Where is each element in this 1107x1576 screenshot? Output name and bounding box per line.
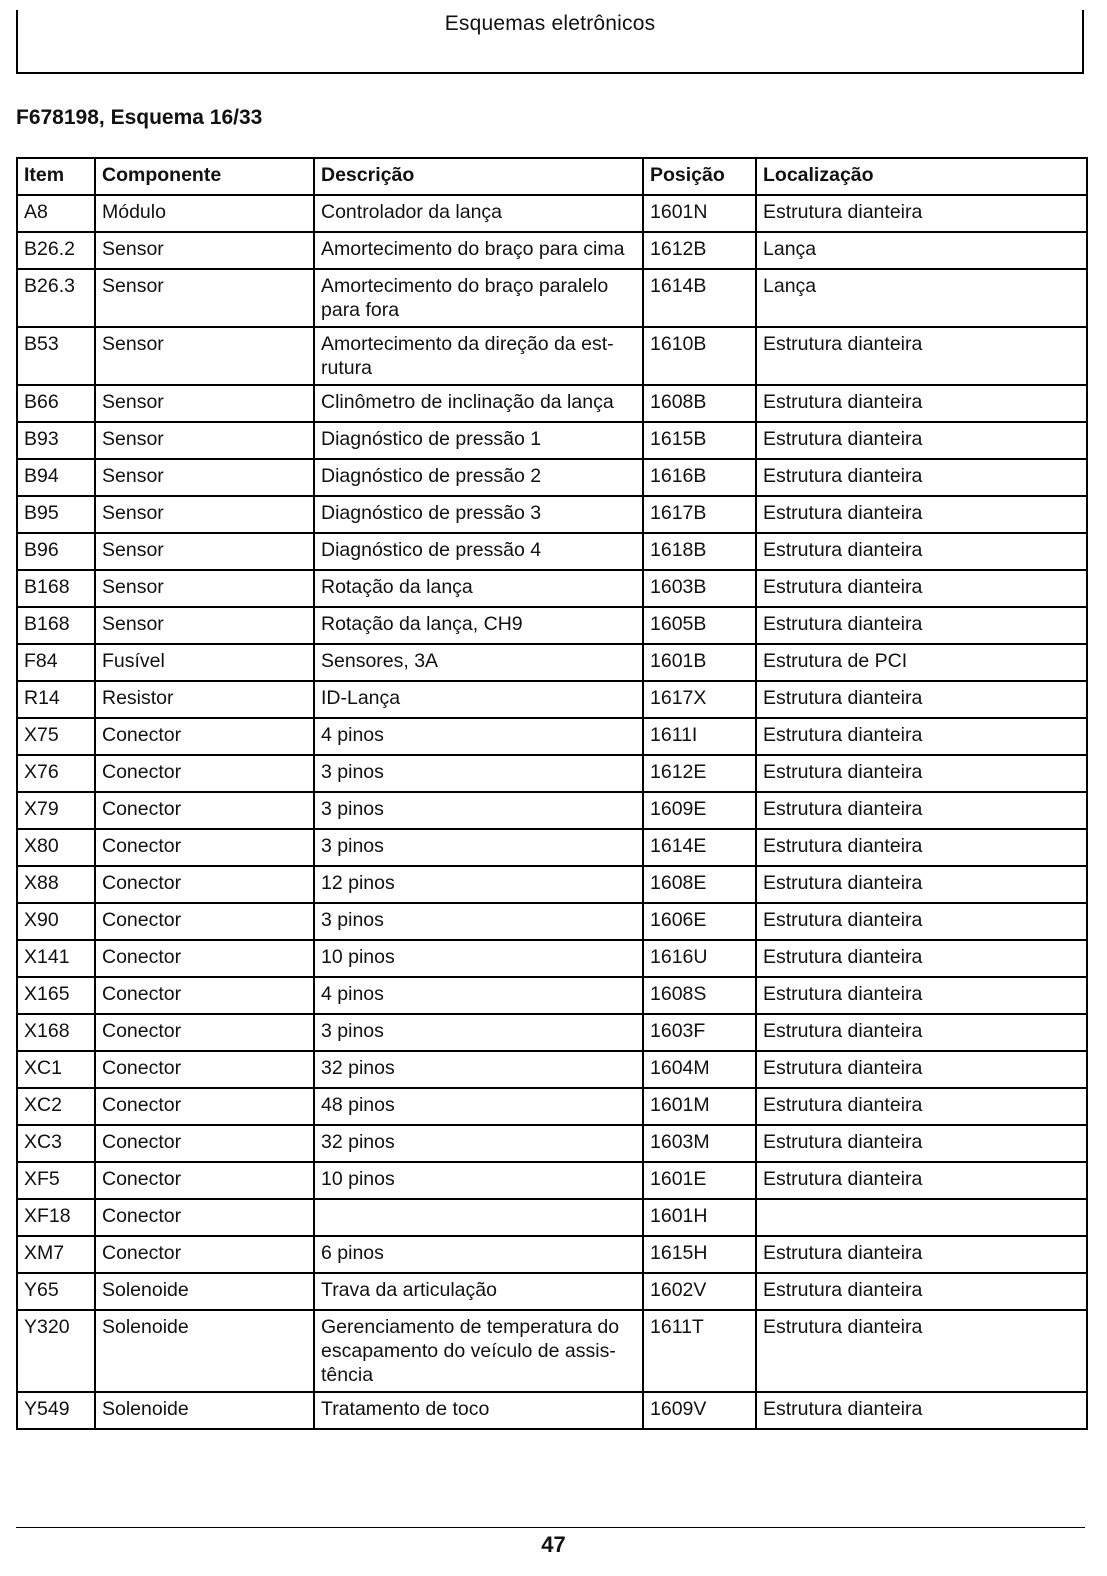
- cell-descricao: 3 pinos: [314, 829, 643, 866]
- cell-posicao: 1605B: [643, 607, 756, 644]
- cell-item: X75: [17, 718, 95, 755]
- cell-item: B95: [17, 496, 95, 533]
- table-row: [17, 1236, 1087, 1273]
- cell-localizacao: Estrutura dianteira: [756, 829, 1087, 866]
- cell-posicao: 1610B: [643, 327, 756, 385]
- cell-descricao: [314, 1199, 643, 1236]
- cell-descricao: 32 pinos: [314, 1125, 643, 1162]
- table-row: [17, 232, 1087, 269]
- cell-componente: Solenoide: [95, 1392, 314, 1429]
- table-row: [17, 533, 1087, 570]
- cell-descricao: Amortecimento da direção da est-rutura: [314, 327, 643, 385]
- cell-posicao: 1615H: [643, 1236, 756, 1273]
- header-title: Esquemas eletrônicos: [444, 12, 656, 35]
- cell-localizacao: Estrutura dianteira: [756, 496, 1087, 533]
- page-header: [16, 10, 1084, 74]
- cell-item: XF5: [17, 1162, 95, 1199]
- cell-descricao: 3 pinos: [314, 1014, 643, 1051]
- cell-componente: Conector: [95, 1014, 314, 1051]
- cell-posicao: 1602V: [643, 1273, 756, 1310]
- table-row: [17, 1051, 1087, 1088]
- cell-componente: Sensor: [95, 327, 314, 385]
- cell-item: B168: [17, 570, 95, 607]
- table-row: [17, 422, 1087, 459]
- cell-descricao: Gerenciamento de temperatura do escapamento do veículo de assis-tência: [314, 1310, 643, 1392]
- column-header-item: Item: [17, 158, 95, 195]
- table-row: [17, 755, 1087, 792]
- cell-posicao: 1609V: [643, 1392, 756, 1429]
- table-row: [17, 644, 1087, 681]
- cell-localizacao: Estrutura dianteira: [756, 607, 1087, 644]
- cell-descricao: Sensores, 3A: [314, 644, 643, 681]
- cell-componente: Fusível: [95, 644, 314, 681]
- cell-componente: Sensor: [95, 459, 314, 496]
- cell-item: B26.3: [17, 269, 95, 327]
- table-row: [17, 1162, 1087, 1199]
- cell-posicao: 1616B: [643, 459, 756, 496]
- cell-descricao: 3 pinos: [314, 903, 643, 940]
- cell-item: B168: [17, 607, 95, 644]
- cell-posicao: 1609E: [643, 792, 756, 829]
- table-row: [17, 718, 1087, 755]
- cell-descricao: 48 pinos: [314, 1088, 643, 1125]
- cell-item: X165: [17, 977, 95, 1014]
- cell-localizacao: Estrutura dianteira: [756, 1273, 1087, 1310]
- cell-posicao: 1612E: [643, 755, 756, 792]
- table-row: [17, 459, 1087, 496]
- cell-descricao: Trava da articulação: [314, 1273, 643, 1310]
- cell-posicao: 1601M: [643, 1088, 756, 1125]
- cell-posicao: 1612B: [643, 232, 756, 269]
- cell-componente: Conector: [95, 1199, 314, 1236]
- cell-localizacao: Estrutura dianteira: [756, 1236, 1087, 1273]
- cell-localizacao: Estrutura dianteira: [756, 195, 1087, 232]
- cell-item: X79: [17, 792, 95, 829]
- cell-descricao: 12 pinos: [314, 866, 643, 903]
- cell-localizacao: Estrutura dianteira: [756, 570, 1087, 607]
- cell-posicao: 1617X: [643, 681, 756, 718]
- cell-localizacao: Estrutura dianteira: [756, 1310, 1087, 1392]
- cell-descricao: Controlador da lança: [314, 195, 643, 232]
- cell-componente: Sensor: [95, 496, 314, 533]
- table-row: [17, 1125, 1087, 1162]
- page-number: 47: [541, 1532, 566, 1557]
- table-row: [17, 570, 1087, 607]
- cell-item: XC3: [17, 1125, 95, 1162]
- table-row: [17, 1014, 1087, 1051]
- cell-posicao: 1601E: [643, 1162, 756, 1199]
- cell-localizacao: Estrutura dianteira: [756, 1162, 1087, 1199]
- table-row: [17, 1199, 1087, 1236]
- cell-descricao: 3 pinos: [314, 792, 643, 829]
- table-row: [17, 1088, 1087, 1125]
- column-header-componente: Componente: [95, 158, 314, 195]
- cell-descricao: 10 pinos: [314, 940, 643, 977]
- cell-posicao: 1608E: [643, 866, 756, 903]
- cell-componente: Conector: [95, 755, 314, 792]
- cell-posicao: 1608B: [643, 385, 756, 422]
- cell-localizacao: Lança: [756, 269, 1087, 327]
- cell-localizacao: Estrutura dianteira: [756, 1014, 1087, 1051]
- cell-item: Y65: [17, 1273, 95, 1310]
- cell-descricao: 6 pinos: [314, 1236, 643, 1273]
- cell-item: A8: [17, 195, 95, 232]
- cell-posicao: 1616U: [643, 940, 756, 977]
- cell-posicao: 1608S: [643, 977, 756, 1014]
- cell-localizacao: Estrutura de PCI: [756, 644, 1087, 681]
- cell-item: R14: [17, 681, 95, 718]
- table-row: [17, 681, 1087, 718]
- cell-localizacao: Estrutura dianteira: [756, 1125, 1087, 1162]
- cell-componente: Conector: [95, 1125, 314, 1162]
- cell-item: X168: [17, 1014, 95, 1051]
- cell-item: X80: [17, 829, 95, 866]
- cell-componente: Sensor: [95, 269, 314, 327]
- cell-descricao: 4 pinos: [314, 977, 643, 1014]
- cell-localizacao: Estrutura dianteira: [756, 718, 1087, 755]
- cell-item: X88: [17, 866, 95, 903]
- cell-posicao: 1603B: [643, 570, 756, 607]
- cell-componente: Sensor: [95, 607, 314, 644]
- cell-item: XM7: [17, 1236, 95, 1273]
- table-row: [17, 866, 1087, 903]
- table-row: [17, 496, 1087, 533]
- cell-descricao: Rotação da lança, CH9: [314, 607, 643, 644]
- cell-posicao: 1611T: [643, 1310, 756, 1392]
- cell-localizacao: Estrutura dianteira: [756, 459, 1087, 496]
- cell-descricao: Diagnóstico de pressão 2: [314, 459, 643, 496]
- cell-componente: Solenoide: [95, 1310, 314, 1392]
- cell-localizacao: Estrutura dianteira: [756, 681, 1087, 718]
- cell-posicao: 1615B: [643, 422, 756, 459]
- cell-item: XC1: [17, 1051, 95, 1088]
- cell-localizacao: Estrutura dianteira: [756, 1051, 1087, 1088]
- cell-componente: Módulo: [95, 195, 314, 232]
- cell-componente: Conector: [95, 718, 314, 755]
- cell-descricao: Tratamento de toco: [314, 1392, 643, 1429]
- cell-componente: Sensor: [95, 385, 314, 422]
- cell-item: XF18: [17, 1199, 95, 1236]
- cell-posicao: 1611I: [643, 718, 756, 755]
- cell-descricao: Clinômetro de inclinação da lança: [314, 385, 643, 422]
- table-row: [17, 195, 1087, 232]
- cell-descricao: Diagnóstico de pressão 3: [314, 496, 643, 533]
- table-row: [17, 903, 1087, 940]
- cell-descricao: Amortecimento do braço paralelo para fora: [314, 269, 643, 327]
- cell-localizacao: Estrutura dianteira: [756, 1392, 1087, 1429]
- cell-posicao: 1614E: [643, 829, 756, 866]
- cell-localizacao: Estrutura dianteira: [756, 422, 1087, 459]
- table-row: [17, 829, 1087, 866]
- cell-item: B96: [17, 533, 95, 570]
- cell-posicao: 1617B: [643, 496, 756, 533]
- cell-item: Y549: [17, 1392, 95, 1429]
- cell-descricao: 3 pinos: [314, 755, 643, 792]
- cell-localizacao: Estrutura dianteira: [756, 792, 1087, 829]
- cell-descricao: Diagnóstico de pressão 1: [314, 422, 643, 459]
- cell-item: XC2: [17, 1088, 95, 1125]
- table-row: [17, 977, 1087, 1014]
- cell-posicao: 1618B: [643, 533, 756, 570]
- section-title: F678198, Esquema 16/33: [16, 106, 263, 129]
- cell-descricao: 32 pinos: [314, 1051, 643, 1088]
- cell-componente: Conector: [95, 940, 314, 977]
- cell-posicao: 1604M: [643, 1051, 756, 1088]
- cell-componente: Conector: [95, 903, 314, 940]
- footer-divider: [16, 1527, 1085, 1528]
- cell-componente: Conector: [95, 1236, 314, 1273]
- table-body: [17, 195, 1087, 1429]
- cell-componente: Sensor: [95, 570, 314, 607]
- cell-item: B93: [17, 422, 95, 459]
- cell-item: F84: [17, 644, 95, 681]
- cell-item: B94: [17, 459, 95, 496]
- cell-localizacao: Estrutura dianteira: [756, 903, 1087, 940]
- cell-componente: Conector: [95, 977, 314, 1014]
- cell-componente: Conector: [95, 1088, 314, 1125]
- cell-localizacao: Estrutura dianteira: [756, 1088, 1087, 1125]
- cell-posicao: 1603F: [643, 1014, 756, 1051]
- table-row: [17, 940, 1087, 977]
- cell-localizacao: [756, 1199, 1087, 1236]
- cell-componente: Conector: [95, 829, 314, 866]
- cell-posicao: 1614B: [643, 269, 756, 327]
- cell-localizacao: Estrutura dianteira: [756, 866, 1087, 903]
- cell-item: B53: [17, 327, 95, 385]
- cell-componente: Sensor: [95, 533, 314, 570]
- cell-item: B26.2: [17, 232, 95, 269]
- components-table: [16, 157, 1088, 1430]
- table-row: [17, 1273, 1087, 1310]
- cell-localizacao: Estrutura dianteira: [756, 755, 1087, 792]
- table-row: [17, 1392, 1087, 1429]
- table-row: [17, 269, 1087, 327]
- table-header-row: [17, 158, 1087, 195]
- cell-componente: Conector: [95, 866, 314, 903]
- table-row: [17, 327, 1087, 385]
- cell-descricao: Diagnóstico de pressão 4: [314, 533, 643, 570]
- cell-localizacao: Estrutura dianteira: [756, 533, 1087, 570]
- table-row: [17, 792, 1087, 829]
- cell-item: Y320: [17, 1310, 95, 1392]
- cell-localizacao: Lança: [756, 232, 1087, 269]
- cell-localizacao: Estrutura dianteira: [756, 385, 1087, 422]
- cell-descricao: 4 pinos: [314, 718, 643, 755]
- cell-descricao: Amortecimento do braço para cima: [314, 232, 643, 269]
- cell-componente: Sensor: [95, 232, 314, 269]
- column-header-descricao: Descrição: [314, 158, 643, 195]
- cell-item: B66: [17, 385, 95, 422]
- cell-posicao: 1601B: [643, 644, 756, 681]
- table-row: [17, 607, 1087, 644]
- column-header-localizacao: Localização: [756, 158, 1087, 195]
- cell-componente: Conector: [95, 792, 314, 829]
- cell-posicao: 1601N: [643, 195, 756, 232]
- cell-item: X141: [17, 940, 95, 977]
- column-header-posicao: Posição: [643, 158, 756, 195]
- table-row: [17, 385, 1087, 422]
- cell-posicao: 1601H: [643, 1199, 756, 1236]
- cell-posicao: 1606E: [643, 903, 756, 940]
- cell-descricao: Rotação da lança: [314, 570, 643, 607]
- cell-descricao: 10 pinos: [314, 1162, 643, 1199]
- cell-componente: Resistor: [95, 681, 314, 718]
- cell-item: X76: [17, 755, 95, 792]
- cell-localizacao: Estrutura dianteira: [756, 940, 1087, 977]
- cell-componente: Solenoide: [95, 1273, 314, 1310]
- table-row: [17, 1310, 1087, 1392]
- cell-item: X90: [17, 903, 95, 940]
- cell-posicao: 1603M: [643, 1125, 756, 1162]
- cell-componente: Conector: [95, 1162, 314, 1199]
- cell-localizacao: Estrutura dianteira: [756, 327, 1087, 385]
- cell-componente: Sensor: [95, 422, 314, 459]
- cell-localizacao: Estrutura dianteira: [756, 977, 1087, 1014]
- cell-componente: Conector: [95, 1051, 314, 1088]
- cell-descricao: ID-Lança: [314, 681, 643, 718]
